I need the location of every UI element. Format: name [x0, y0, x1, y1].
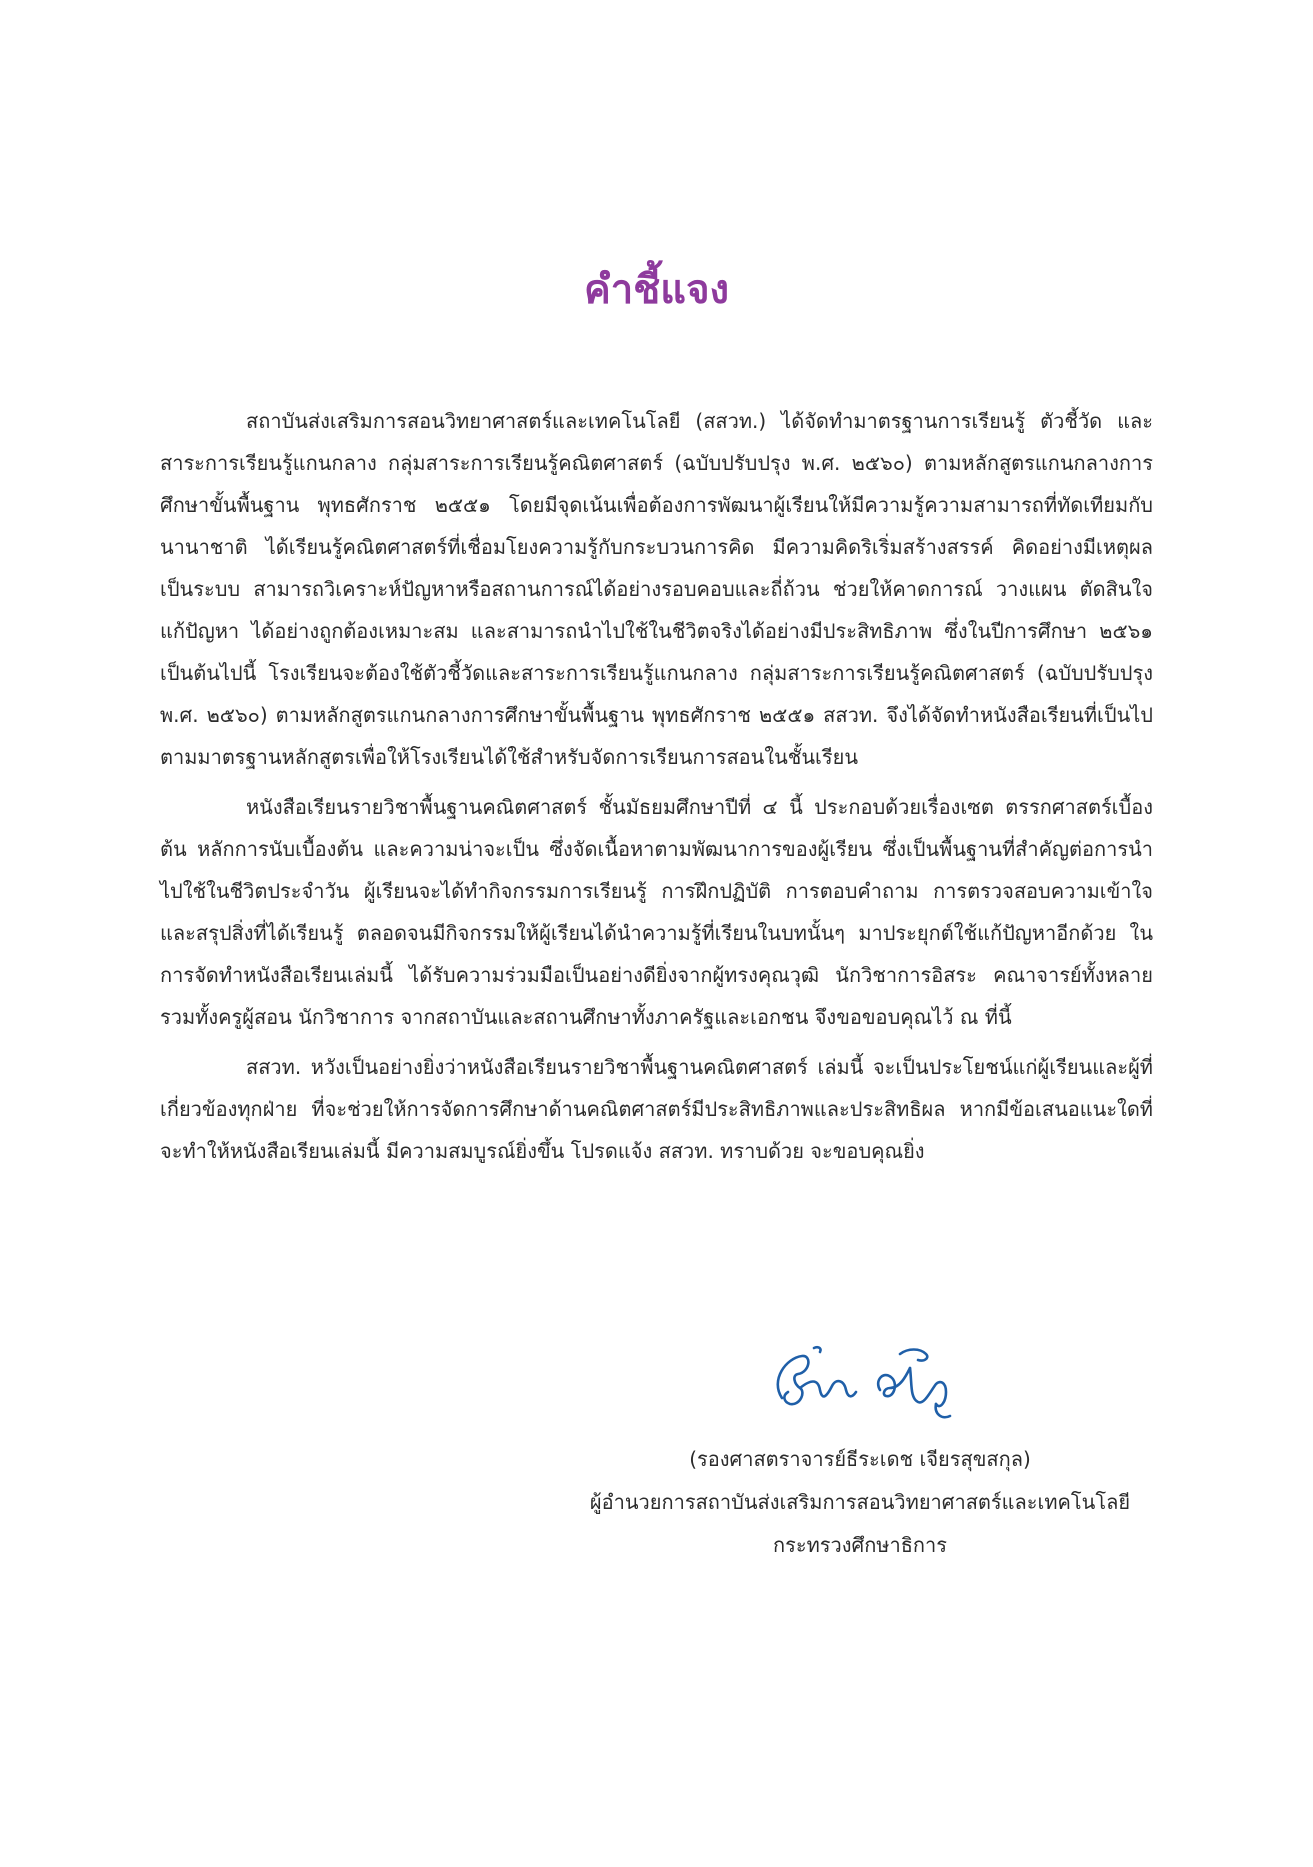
- handwritten-signature: [760, 1340, 960, 1430]
- page-title: คำชี้แจง: [583, 267, 730, 313]
- paragraph-closing: สสวท. หวังเป็นอย่างยิ่งว่าหนังสือเรียนรายวิชาพื้นฐานคณิตศาสตร์ เล่มนี้ จะเป็นประโยชน์แก่ผู้เรียนและผู้ที่เกี่ยวข้องทุกฝ่าย ที่จะช่วยให้การจัดการศึกษาด้านคณิตศาสตร์มีประสิทธิภาพและประสิทธิผล หากมีข้อเสนอแนะใดที่จะทำให้หนังสือเรียนเล่มนี้ มีความสมบูรณ์ยิ่งขึ้น โปรดแจ้ง สสวท. ทราบด้วย จะขอบคุณยิ่ง: [160, 1055, 1153, 1163]
- paragraph-content: หนังสือเรียนรายวิชาพื้นฐานคณิตศาสตร์ ชั้นมัธยมศึกษาปีที่ ๔ นี้ ประกอบด้วยเรื่องเซต ตรรกศาสตร์เบื้องต้น หลักการนับเบื้องต้น และความน่าจะเป็น ซึ่งจัดเนื้อหาตามพัฒนาการของผู้เรียน ซึ่งเป็นพื้นฐานที่สำคัญต่อการนำไปใช้ในชีวิตประจำวัน ผู้เรียนจะได้ทำกิจกรรมการเรียนรู้ การฝึกปฏิบัติ การตอบคำถาม การตรวจสอบความเข้าใจและสรุปสิ่งที่ได้เรียนรู้ ตลอดจนมีกิจกรรมให้ผู้เรียนได้นำความรู้ที่เรียนในบทนั้นๆ มาประยุกต์ใช้แก้ปัญหาอีกด้วย ในการจัดทำหนังสือเรียนเล่มนี้ ได้รับความร่วมมือเป็นอย่างดียิ่งจากผู้ทรงคุณวุฒิ นักวิชาการอิสระ คณาจารย์ทั้งหลาย รวมทั้งครูผู้สอน นักวิชาการ จากสถาบันและสถานศึกษาทั้งภาครัฐและเอกชน จึงขอขอบคุณไว้ ณ ที่นี้: [160, 795, 1153, 1029]
- signatory-name: (รองศาสตราจารย์ธีระเดช เจียรสุขสกุล): [689, 1447, 1031, 1471]
- body-text: [160, 400, 1153, 1180]
- signatory-ministry: กระทรวงศึกษาธิการ: [772, 1533, 948, 1557]
- paragraph-intro: สถาบันส่งเสริมการสอนวิทยาศาสตร์และเทคโนโลยี (สสวท.) ได้จัดทำมาตรฐานการเรียนรู้ ตัวชี้วัด และสาระการเรียนรู้แกนกลาง กลุ่มสาระการเรียนรู้คณิตศาสตร์ (ฉบับปรับปรุง พ.ศ. ๒๕๖๐) ตามหลักสูตรแกนกลางการศึกษาขั้นพื้นฐาน พุทธศักราช ๒๕๕๑ โดยมีจุดเน้นเพื่อต้องการพัฒนาผู้เรียนให้มีความรู้ความสามารถที่ทัดเทียมกับนานาชาติ ได้เรียนรู้คณิตศาสตร์ที่เชื่อมโยงความรู้กับกระบวนการคิด มีความคิดริเริ่มสร้างสรรค์ คิดอย่างมีเหตุผล เป็นระบบ สามารถวิเคราะห์ปัญหาหรือสถานการณ์ได้อย่างรอบคอบและถี่ถ้วน ช่วยให้คาดการณ์ วางแผน ตัดสินใจ แก้ปัญหา ได้อย่างถูกต้องเหมาะสม และสามารถนำไปใช้ในชีวิตจริงได้อย่างมีประสิทธิภาพ ซึ่งในปีการศึกษา ๒๕๖๑ เป็นต้นไปนี้ โรงเรียนจะต้องใช้ตัวชี้วัดและสาระการเรียนรู้แกนกลาง กลุ่มสาระการเรียนรู้คณิตศาสตร์ (ฉบับปรับปรุง พ.ศ. ๒๕๖๐) ตามหลักสูตรแกนกลางการศึกษาขั้นพื้นฐาน พุทธศักราช ๒๕๕๑ สสวท. จึงได้จัดทำหนังสือเรียนที่เป็นไปตามมาตรฐานหลักสูตรเพื่อให้โรงเรียนได้ใช้สำหรับจัดการเรียนการสอนในชั้นเรียน: [160, 409, 1153, 769]
- signatory-position: ผู้อำนวยการสถาบันส่งเสริมการสอนวิทยาศาสตร์และเทคโนโลยี: [589, 1490, 1131, 1514]
- signature-block: [560, 1438, 1160, 1567]
